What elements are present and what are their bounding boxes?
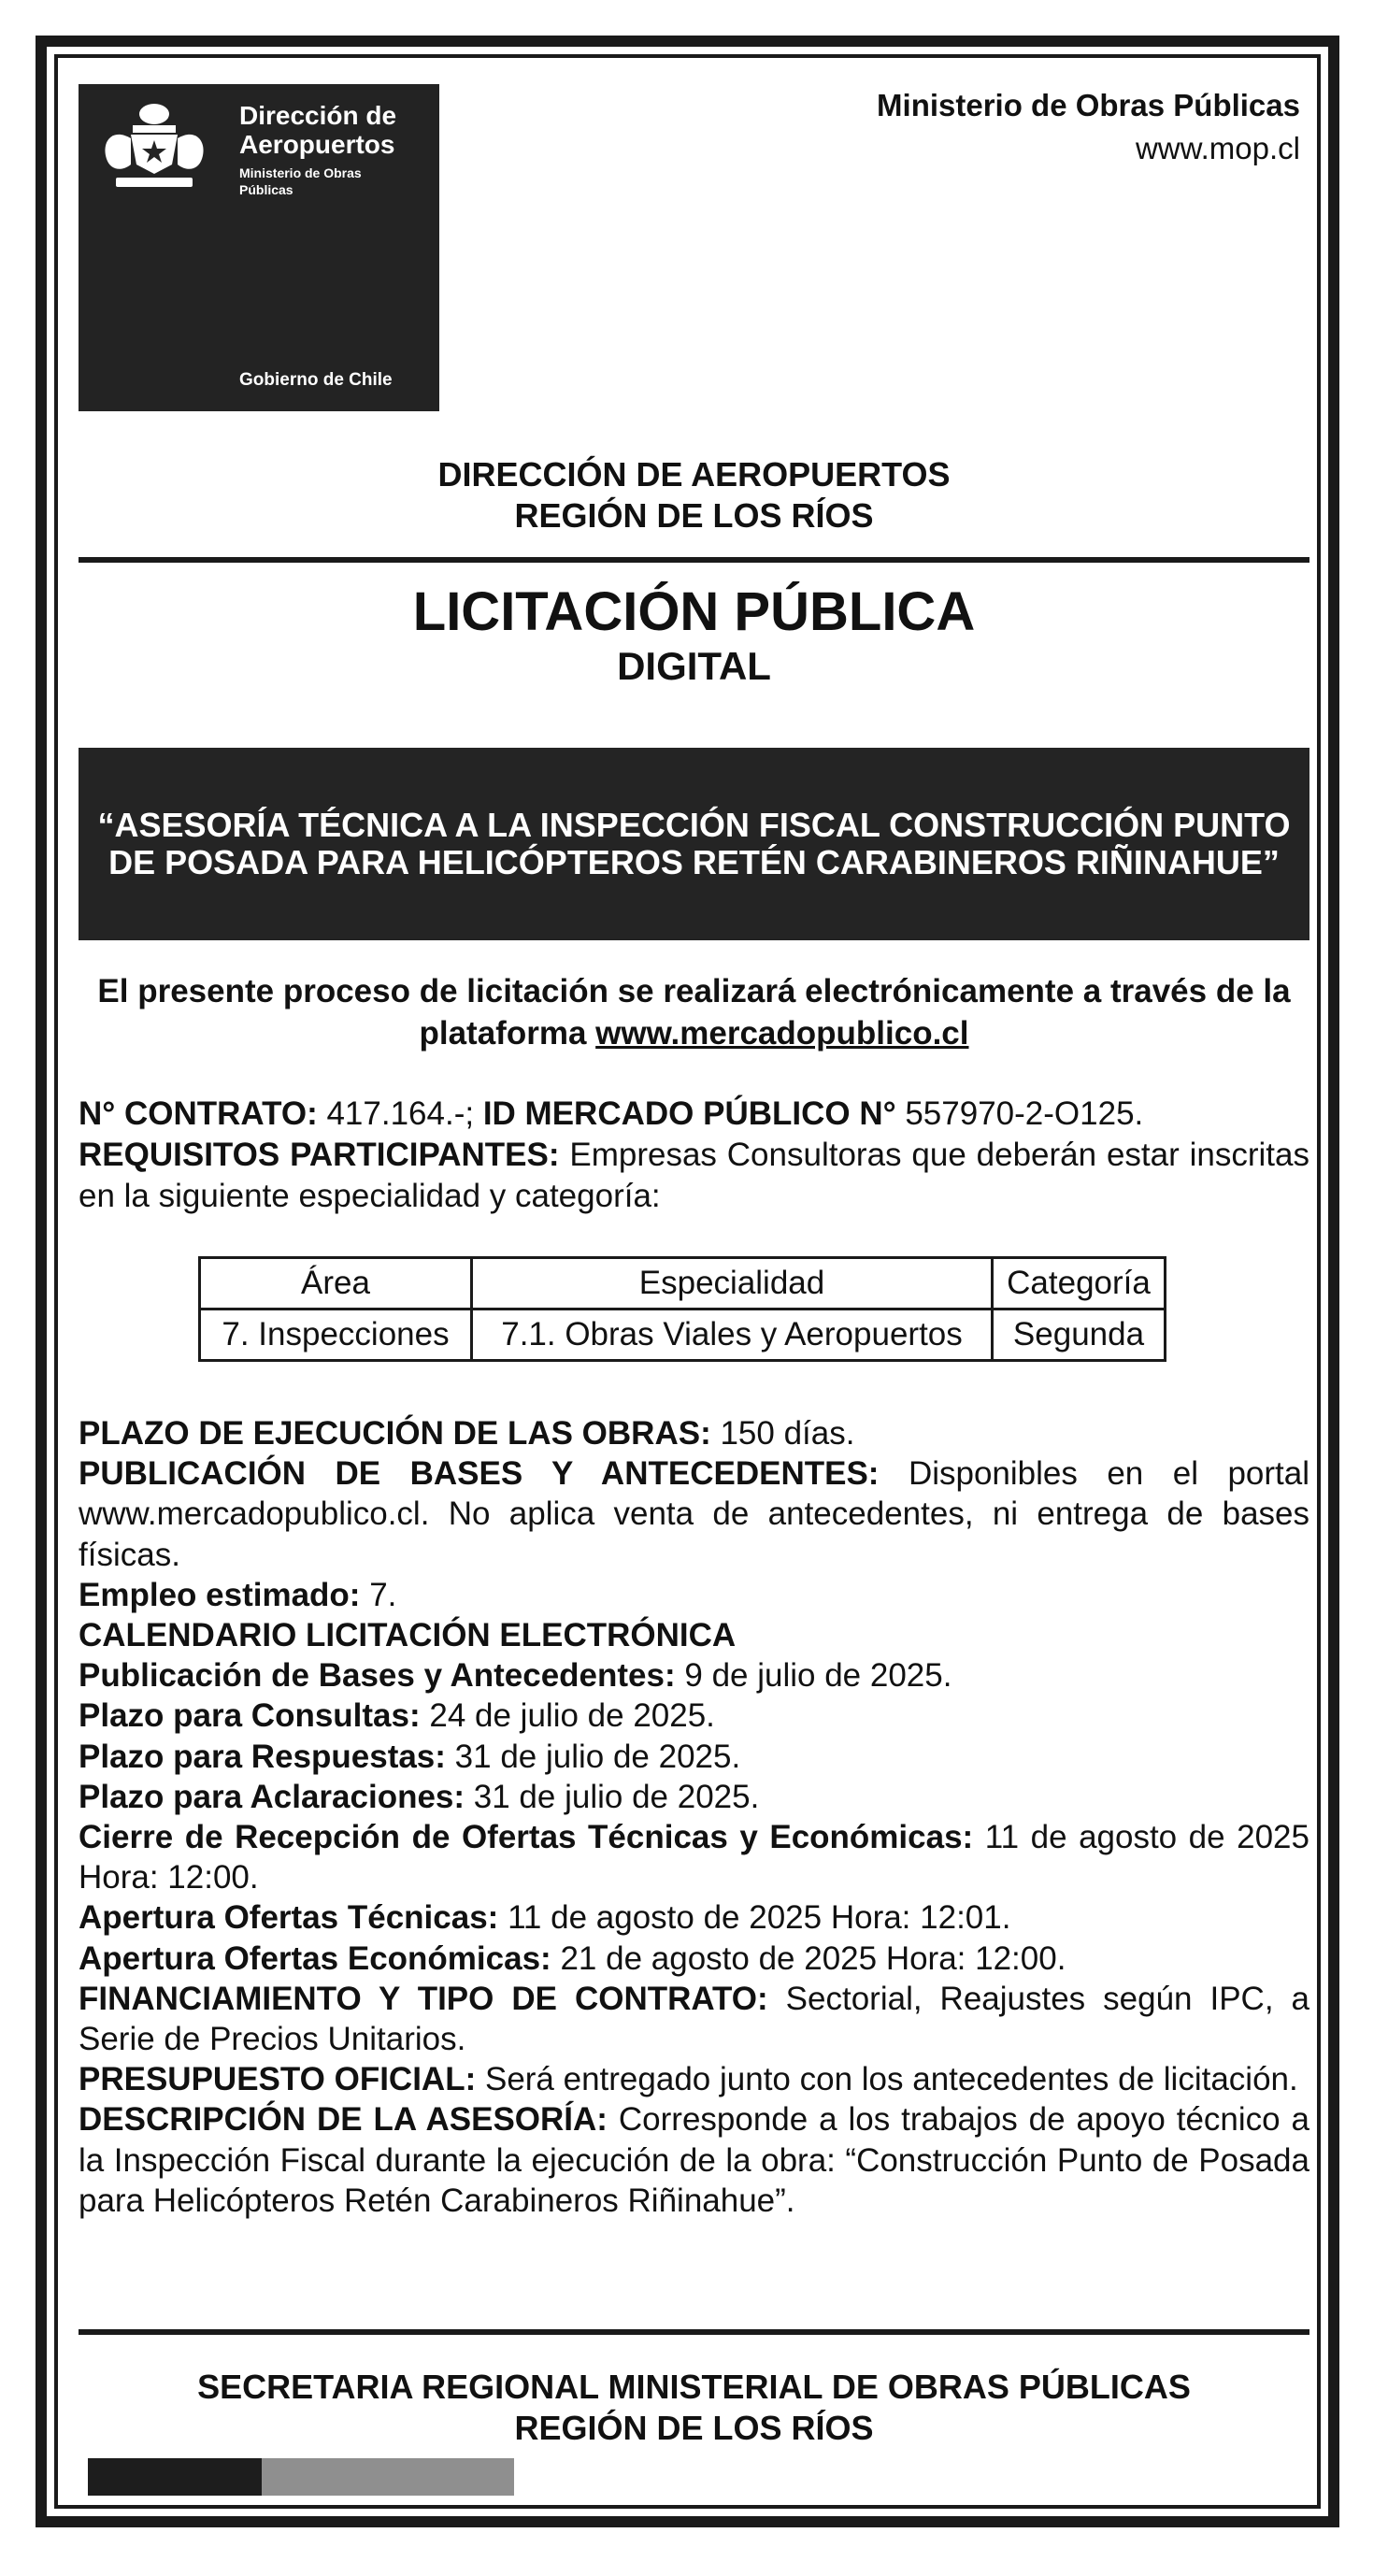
logo-title bbox=[239, 101, 396, 159]
detail-value: 11 de agosto de 2025 Hora: 12:01. bbox=[508, 1899, 1011, 1937]
contract-value: 417.164.-; bbox=[326, 1095, 475, 1132]
detail-value: Será entregado junto con los antecedentes de licitación. bbox=[484, 2061, 1298, 2098]
footer-signature bbox=[79, 2367, 1309, 2449]
calendar-heading: CALENDARIO LICITACIÓN ELECTRÓNICA bbox=[79, 1617, 737, 1654]
detail-item bbox=[79, 1897, 1309, 1938]
detail-value: 9 de julio de 2025. bbox=[684, 1657, 952, 1695]
detail-item bbox=[79, 1413, 1309, 1453]
detail-value: Disponibles en el portal www.mercadopublico.cl. No aplica venta de antecedentes, ni entrega de bases físicas. bbox=[79, 1455, 1310, 1573]
logo-block bbox=[79, 84, 439, 411]
detail-label: Apertura Ofertas Técnicas: bbox=[79, 1899, 499, 1937]
detail-value: 24 de julio de 2025. bbox=[429, 1697, 715, 1735]
detail-value: Corresponde a los trabajos de apoyo técnico a la Inspección Fiscal durante la ejecución de la obra: “Construcción Punto de Posada para Helicópteros Retén Carabineros Riñinahue”. bbox=[79, 2101, 1309, 2219]
requirements-table bbox=[198, 1256, 1166, 1362]
detail-label: Cierre de Recepción de Ofertas Técnicas y Económicas: bbox=[79, 1819, 974, 1856]
detail-label: PUBLICACIÓN DE BASES Y ANTECEDENTES: bbox=[79, 1455, 880, 1493]
table-cell: 7. Inspecciones bbox=[200, 1309, 472, 1361]
table-cell: 7.1. Obras Viales y Aeropuertos bbox=[472, 1309, 993, 1361]
id-label: ID MERCADO PÚBLICO N° bbox=[482, 1095, 896, 1132]
requirements-line bbox=[79, 1135, 1309, 1217]
requirements-value: Empresas Consultoras que deberán estar inscritas en la siguiente especialidad y categoría: bbox=[79, 1137, 1309, 1214]
divider-top bbox=[79, 557, 1309, 563]
detail-item bbox=[79, 1939, 1309, 1979]
electronic-notice bbox=[79, 970, 1309, 1054]
detail-value: 31 de julio de 2025. bbox=[454, 1738, 741, 1775]
detail-item bbox=[79, 1655, 1309, 1696]
detail-item bbox=[79, 1979, 1309, 2059]
id-value: 557970-2-O125. bbox=[905, 1095, 1144, 1132]
table-row bbox=[200, 1309, 1166, 1361]
logo-government: Gobierno de Chile bbox=[239, 370, 393, 390]
detail-value: 150 días. bbox=[720, 1415, 855, 1452]
logo-title-line1: Dirección de bbox=[239, 101, 397, 130]
ministry-header bbox=[877, 84, 1300, 170]
detail-label: DESCRIPCIÓN DE LA ASESORÍA: bbox=[79, 2101, 608, 2139]
logo-sub-line2: Públicas bbox=[239, 182, 293, 197]
detail-value: 31 de julio de 2025. bbox=[473, 1778, 760, 1815]
contract-info bbox=[79, 1094, 1309, 1217]
detail-label: Publicación de Bases y Antecedentes: bbox=[79, 1657, 676, 1695]
detail-label: Plazo para Aclaraciones: bbox=[79, 1778, 465, 1815]
detail-item bbox=[79, 1737, 1309, 1777]
detail-item bbox=[79, 1453, 1309, 1575]
requirements-label: REQUISITOS PARTICIPANTES: bbox=[79, 1137, 560, 1173]
tender-title bbox=[79, 581, 1309, 690]
table-cell: Segunda bbox=[993, 1309, 1166, 1361]
contract-line bbox=[79, 1094, 1309, 1135]
footer-line2: REGIÓN DE LOS RÍOS bbox=[514, 2409, 874, 2447]
table-header-cell: Especialidad bbox=[472, 1258, 993, 1309]
notice-text: El presente proceso de licitación se realizará electrónicamente a través de la plataforma bbox=[97, 973, 1291, 1052]
detail-label: Plazo para Respuestas: bbox=[79, 1738, 446, 1775]
tender-title-sub: DIGITAL bbox=[617, 644, 771, 688]
detail-label: Apertura Ofertas Económicas: bbox=[79, 1939, 551, 1977]
tender-title-main: LICITACIÓN PÚBLICA bbox=[412, 581, 976, 642]
office-header bbox=[79, 454, 1309, 537]
divider-bottom bbox=[79, 2329, 1309, 2335]
detail-value: 7. bbox=[369, 1576, 397, 1613]
table-header-row bbox=[200, 1258, 1166, 1309]
detail-value: 21 de agosto de 2025 Hora: 12:00. bbox=[560, 1939, 1066, 1977]
detail-value: 11 de agosto de 2025 Hora: 12:00. bbox=[79, 1819, 1309, 1896]
detail-label: Empleo estimado: bbox=[79, 1576, 361, 1613]
table-header-cell: Área bbox=[200, 1258, 472, 1309]
office-header-line1: DIRECCIÓN DE AEROPUERTOS bbox=[437, 455, 951, 494]
logo-title-line2: Aeropuertos bbox=[239, 130, 395, 159]
project-banner-text: “ASESORÍA TÉCNICA A LA INSPECCIÓN FISCAL CONSTRUCCIÓN PUNTO DE POSADA PARA HELICÓPTEROS RETÉN CARABINEROS RIÑINAHUE” bbox=[97, 806, 1291, 881]
table-header-cell: Categoría bbox=[993, 1258, 1166, 1309]
ministry-name: Ministerio de Obras Públicas bbox=[877, 88, 1300, 122]
detail-item bbox=[79, 2099, 1309, 2221]
detail-label: FINANCIAMIENTO Y TIPO DE CONTRATO: bbox=[79, 1980, 768, 2017]
detail-label: PRESUPUESTO OFICIAL: bbox=[79, 2061, 477, 2098]
detail-item bbox=[79, 1615, 1309, 1655]
detail-item bbox=[79, 1575, 1309, 1615]
detail-value: Sectorial, Reajustes según IPC, a Serie de Precios Unitarios. bbox=[79, 1980, 1309, 2058]
ministry-website: www.mop.cl bbox=[1135, 131, 1300, 165]
contract-label: N° CONTRATO: bbox=[79, 1095, 318, 1132]
detail-item bbox=[79, 1817, 1309, 1897]
coat-of-arms-icon bbox=[93, 99, 215, 193]
mercadopublico-link[interactable]: www.mercadopublico.cl bbox=[595, 1015, 969, 1052]
footer-bar-dark bbox=[88, 2458, 262, 2496]
detail-label: Plazo para Consultas: bbox=[79, 1697, 421, 1735]
office-header-line2: REGIÓN DE LOS RÍOS bbox=[514, 496, 874, 535]
footer-line1: SECRETARIA REGIONAL MINISTERIAL DE OBRAS PÚBLICAS bbox=[197, 2368, 1191, 2406]
detail-item bbox=[79, 2059, 1309, 2099]
project-banner bbox=[79, 748, 1309, 940]
footer-bar-grey bbox=[262, 2458, 514, 2496]
detail-item bbox=[79, 1777, 1309, 1817]
logo-subtitle bbox=[239, 165, 362, 198]
tender-details bbox=[79, 1413, 1309, 2221]
logo-sub-line1: Ministerio de Obras bbox=[239, 165, 362, 180]
detail-item bbox=[79, 1696, 1309, 1736]
detail-label: PLAZO DE EJECUCIÓN DE LAS OBRAS: bbox=[79, 1415, 711, 1452]
